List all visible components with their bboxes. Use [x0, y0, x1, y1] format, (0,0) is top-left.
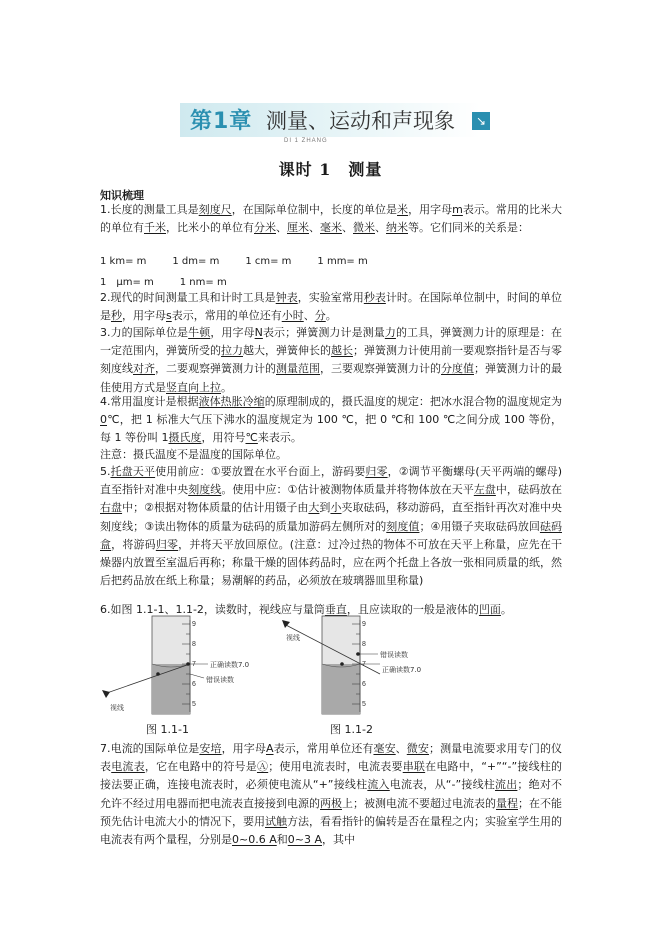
- fig2-tick-6: 6: [362, 681, 366, 688]
- fig2-tick-9: 9: [362, 621, 366, 628]
- unit-um: 1 μm= m: [100, 277, 154, 288]
- fig1-tick-9: 9: [192, 621, 196, 628]
- chapter-banner: [180, 100, 490, 152]
- fig1-tick-5: 5: [192, 701, 196, 708]
- paragraph-length: 1.长度的测量工具是刻度尺，在国际单位制中，长度的单位是米，用字母m表示。常用的比米大的单位有千米，比米小的单位有分米、厘米、毫米、微米、纳米等。它们同米的关系是：: [100, 203, 563, 235]
- fig2-tick-5: 5: [362, 701, 366, 708]
- fig2-label-eye: 视线: [286, 634, 300, 642]
- fig1-label-wrong: 错误读数: [206, 676, 234, 684]
- figure-cylinder-1: [96, 612, 256, 722]
- chapter-pinyin: DI 1 ZHANG: [284, 138, 328, 144]
- unit-relations-row-1: [100, 256, 394, 267]
- fig2-label-wrong: 错误读数: [380, 651, 408, 659]
- arrow-icon: ↘: [472, 112, 490, 130]
- paragraph-time: 2.现代的时间测量工具和计时工具是钟表，实验室常用秒表计时。在国际单位制中，时间的单位是秒，用字母s表示，常用的单位还有小时、分。: [100, 291, 563, 323]
- lesson-title: 课时 1 测量: [278, 160, 383, 179]
- fig1-caption: 图 1.1-1: [146, 723, 189, 736]
- fig1-tick-8: 8: [192, 641, 196, 648]
- unit-cm: 1 cm= m: [245, 256, 292, 267]
- fig1-tick-6: 6: [192, 681, 196, 688]
- fig1-label-correct: 正确读数7.0: [210, 661, 250, 669]
- fig2-caption: 图 1.1-2: [330, 723, 373, 736]
- section-heading: 知识梳理: [100, 189, 144, 202]
- chapter-title: 测量、运动和声现象: [266, 109, 455, 133]
- unit-km: 1 km= m: [100, 256, 147, 267]
- fig2-tick-8: 8: [362, 641, 366, 648]
- unit-nm: 1 nm= m: [179, 277, 227, 288]
- unit-relations-row-2: [100, 273, 253, 288]
- unit-dm: 1 dm= m: [172, 256, 220, 267]
- paragraph-current: 7.电流的国际单位是安培，用字母A表示，常用单位还有毫安、微安；测量电流要求用专门的仪表电流表，它在电路中的符号是Ⓐ；使用电流表时，电流表要串联在电路中，“+”“-”接线柱的接法要正确，连接电流表时，必须使电流从“+”接线柱流入电流表，从“-”接线柱流出；绝对不允许不经过用电器而把电流表直接接到电源的两极上；被测电流不要超过电流表的量程；在不能预先估计电流大小的情况下，要用试触方法，看看指针的偏转是否在量程之内；实验室学生用的电流表有两个量程，分别是0~0.6 A和0~3 A，其中: [100, 742, 563, 847]
- fig2-label-correct: 正确读数7.0: [382, 666, 422, 674]
- fig2-tick-7: 7: [362, 661, 366, 668]
- fig1-label-eye: 视线: [110, 704, 124, 712]
- paragraph-balance: 5.托盘天平使用前应：①要放置在水平台面上，游码要归零，②调节平衡螺母(天平两端的螺母)直至指针对准中央刻度线。使用中应：①估计被测物体质量并将物体放在天平左盘中，砝码放在右盘中；②根据对物体质量的估计用镊子由大到小夹取砝码，移动游码，直至指针再次对准中央刻度线；③读出物体的质量为砝码的质量加游码左侧所对的刻度值；④用镊子夹取砝码放回砝码盒，将游码归零，并将天平放回原位。(注意：过冷过热的物体不可放在天平上称量，应先在干燥器内放置至室温后再称；称量干燥的固体药品时，应在两个托盘上各放一张相同质量的纸，然后把药品放在纸上称量；易潮解的药品，必须放在玻璃器皿里称量): [100, 465, 563, 588]
- temperature-note: 注意：摄氏温度不是温度的国际单位。: [100, 448, 287, 461]
- paragraph-force: 3.力的国际单位是牛顿，用字母N表示；弹簧测力计是测量力的工具，弹簧测力计的原理是：在一定范围内，弹簧所受的拉力越大，弹簧伸长的越长；弹簧测力计使用前一要观察指针是否与零刻度线对齐，二要观察弹簧测力计的测量范围，三要观察弹簧测力计的分度值；弹簧测力计的最佳使用方式是竖直向上拉。: [100, 326, 563, 394]
- unit-mm: 1 mm= m: [317, 256, 368, 267]
- chapter-number: 第1章: [190, 109, 253, 134]
- paragraph-reading: 6.如图 1.1-1、1.1-2，读数时，视线应与量筒垂直，且应读取的一般是液体的凹面。: [100, 603, 512, 616]
- figure-cylinder-2: [276, 612, 446, 722]
- fig1-tick-7: 7: [192, 661, 196, 668]
- paragraph-temperature: 4.常用温度计是根据液体热胀冷缩的原理制成的，摄氏温度的规定：把冰水混合物的温度规定为0℃，把 1 标准大气压下沸水的温度规定为 100 ℃，把 0 ℃和 100 ℃之间分成 100 等份，每 1 等份叫 1摄氏度，用符号℃来表示。: [100, 395, 563, 445]
